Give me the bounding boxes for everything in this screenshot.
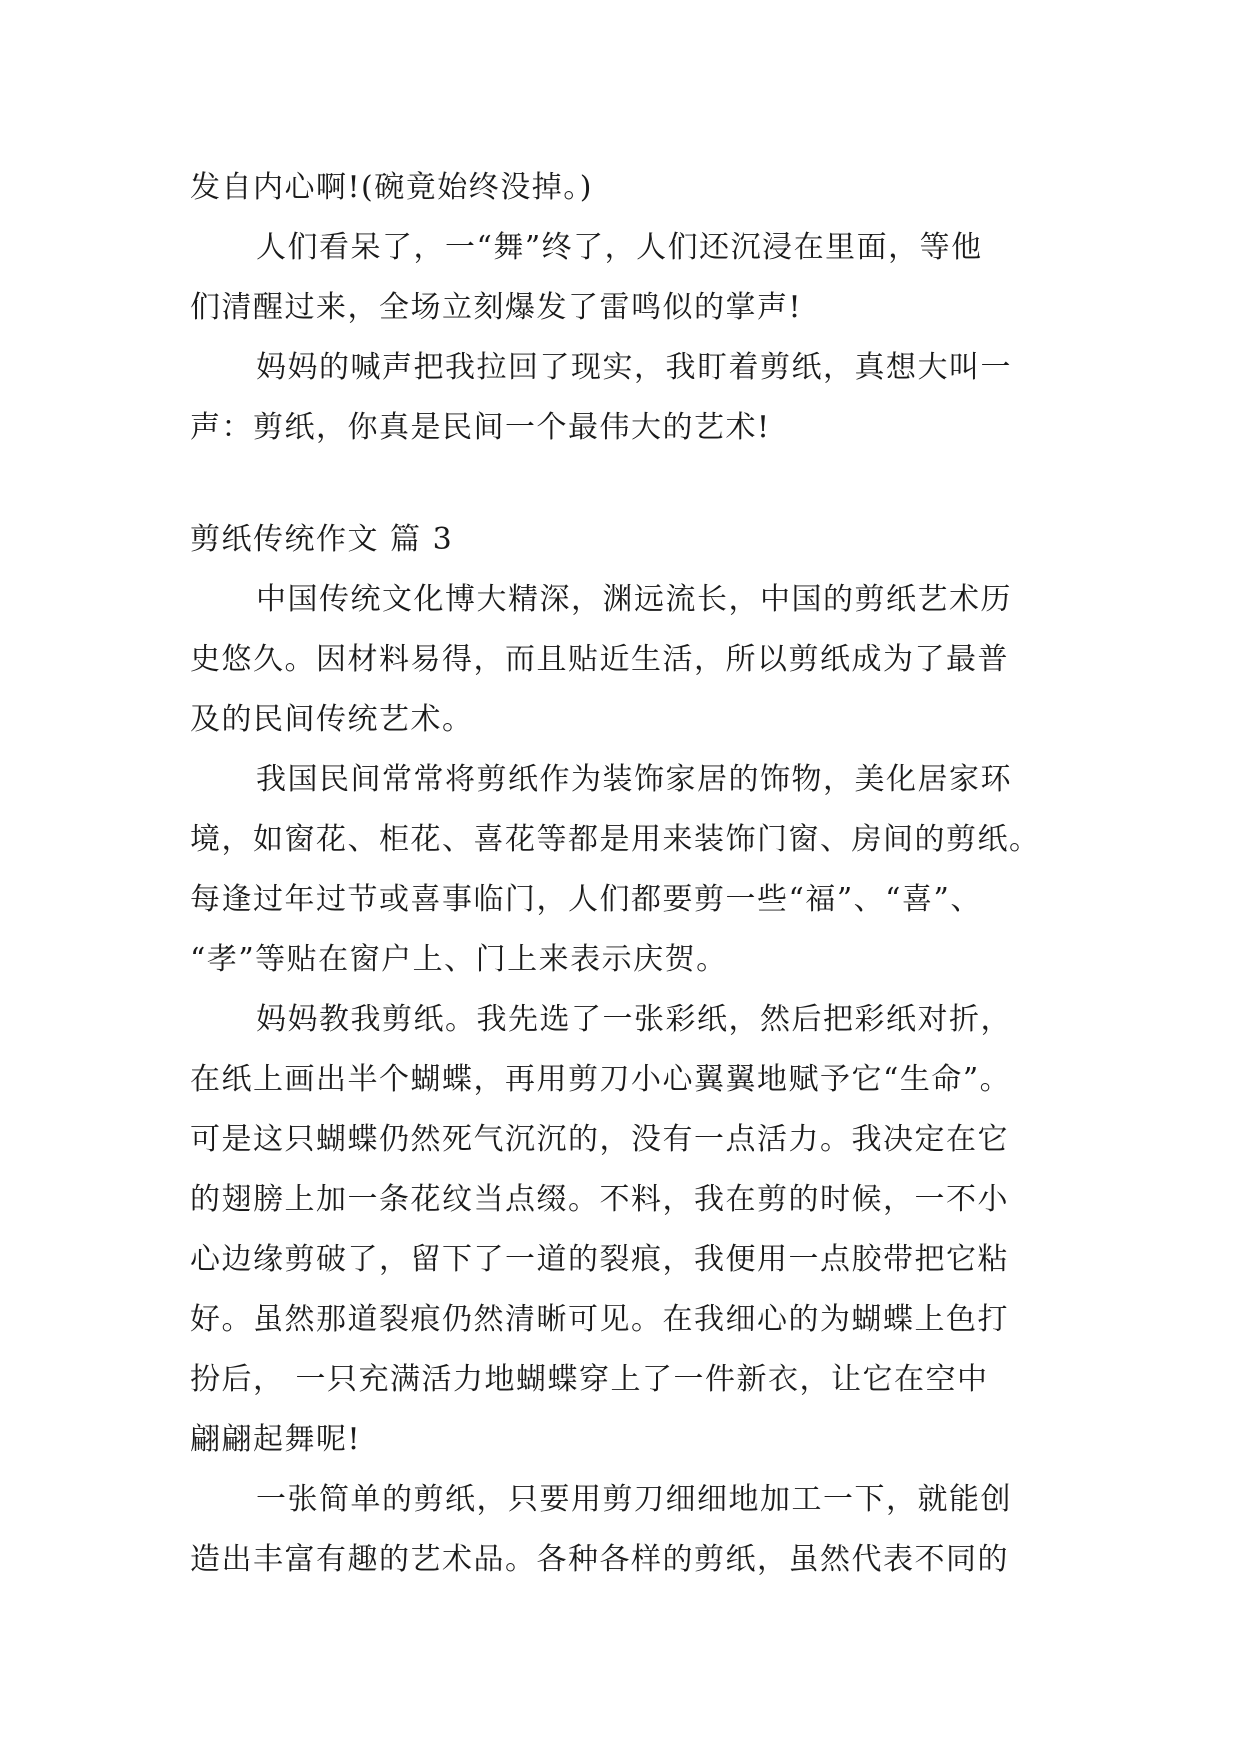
paragraph-continuation (190, 158, 1052, 218)
text-line: 我国民间常常将剪纸作为装饰家居的饰物，美化居家环 (256, 762, 1012, 797)
text-line: 扮后， 一只充满活力地蝴蝶穿上了一件新衣，让它在空中 (190, 1362, 989, 1397)
text-line: 心边缘剪破了，留下了一道的裂痕，我便用一点胶带把它粘 (190, 1242, 1009, 1277)
text-line: 好。虽然那道裂痕仍然清晰可见。在我细心的为蝴蝶上色打 (190, 1302, 1009, 1337)
paragraph (190, 570, 1052, 750)
text-line: 中国传统文化博大精深，渊远流长，中国的剪纸艺术历 (256, 582, 1012, 617)
text-line: 一张简单的剪纸，只要用剪刀细细地加工一下，就能创 (256, 1482, 1012, 1517)
paragraph (190, 338, 1052, 458)
text-line: 人们看呆了，一“舞”终了，人们还沉浸在里面，等他 (256, 230, 983, 265)
text-line: 造出丰富有趣的艺术品。各种各样的剪纸，虽然代表不同的 (190, 1542, 1009, 1577)
paragraph (190, 750, 1052, 990)
text-line: 境，如窗花、柜花、喜花等都是用来装饰门窗、房间的剪纸。 (190, 822, 1041, 857)
text-line: 妈妈教我剪纸。我先选了一张彩纸，然后把彩纸对折， (256, 1002, 1012, 1037)
text-line: 妈妈的喊声把我拉回了现实，我盯着剪纸，真想大叫一 (256, 350, 1012, 385)
text-line: 翩翩起舞呢! (190, 1422, 362, 1457)
text-line: 的翅膀上加一条花纹当点缀。不料，我在剪的时候，一不小 (190, 1182, 1009, 1217)
section-heading: 剪纸传统作文 篇 3 (190, 522, 454, 557)
text-line: 们清醒过来，全场立刻爆发了雷鸣似的掌声! (190, 290, 803, 325)
text-line: 可是这只蝴蝶仍然死气沉沉的，没有一点活力。我决定在它 (190, 1122, 1009, 1157)
text-line: 声：剪纸，你真是民间一个最伟大的艺术! (190, 410, 771, 445)
section-spacer (190, 458, 1052, 510)
paragraph (190, 1470, 1052, 1590)
text-line: 发自内心啊!(碗竟始终没掉。) (190, 170, 593, 205)
paragraph (190, 218, 1052, 338)
text-line: “孝”等贴在窗户上、门上来表示庆贺。 (190, 942, 728, 977)
text-line: 史悠久。因材料易得，而且贴近生活，所以剪纸成为了最普 (190, 642, 1009, 677)
text-line: 及的民间传统艺术。 (190, 702, 474, 737)
text-line: 在纸上画出半个蝴蝶，再用剪刀小心翼翼地赋予它“生命”。 (190, 1062, 1012, 1097)
paragraph (190, 990, 1052, 1470)
text-line: 每逢过年过节或喜事临门，人们都要剪一些“福”、“喜”、 (190, 882, 982, 917)
document-body (190, 158, 1052, 1590)
